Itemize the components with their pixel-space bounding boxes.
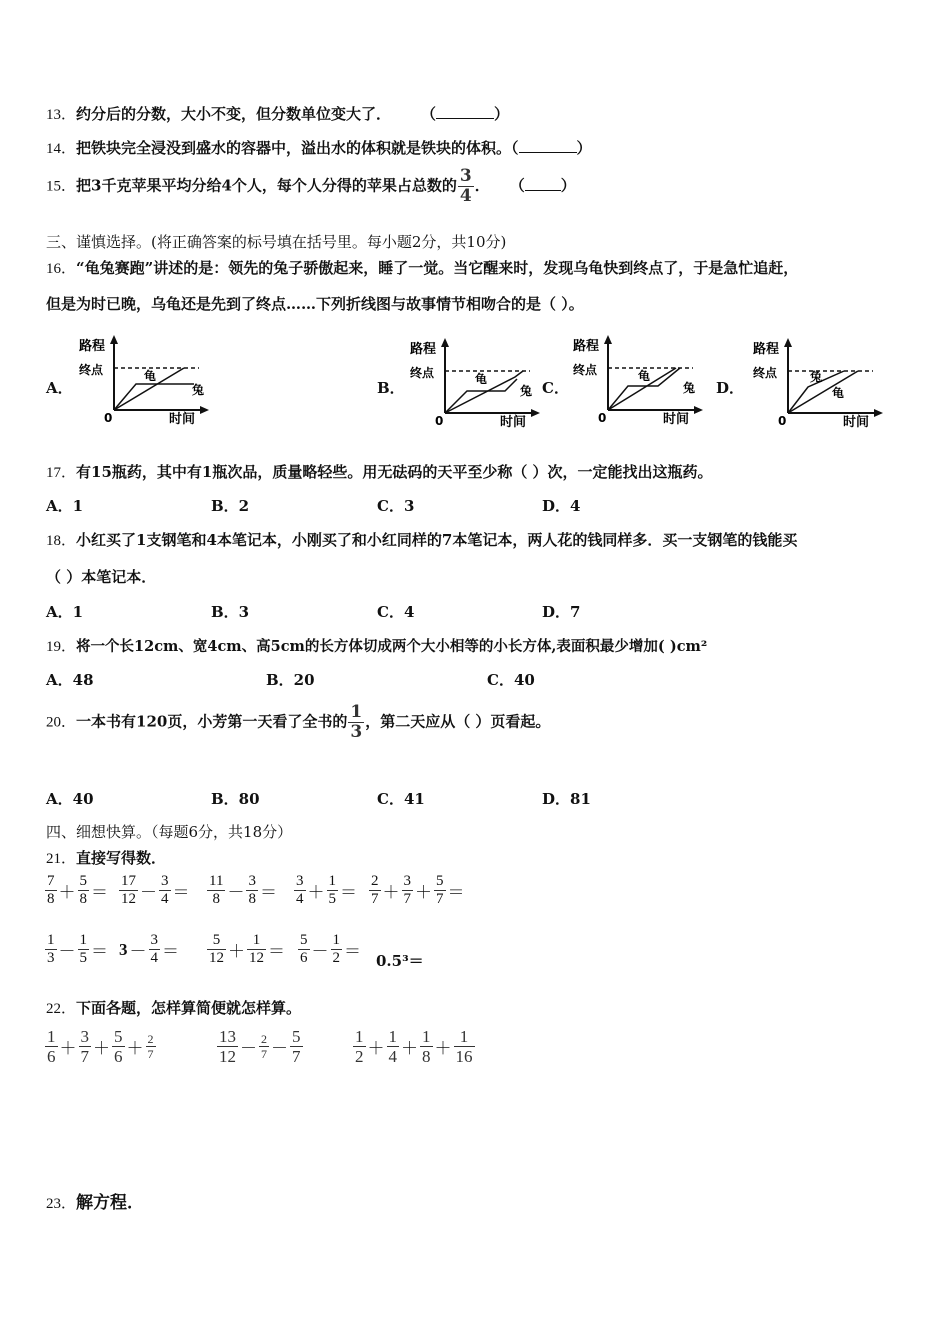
option-c[interactable]: C．3 — [377, 497, 415, 515]
option-d-label[interactable]: D． — [716, 379, 745, 397]
svg-text:终点: 终点 — [573, 363, 598, 377]
option-b-label[interactable]: B． — [377, 379, 405, 397]
svg-text:龟: 龟 — [832, 386, 845, 400]
svg-text:路程: 路程 — [573, 339, 600, 354]
expression-22-3: $\frac{1}{2}$ ＋ $\frac{1}{4}$ ＋ $\frac{1}{8}$ ＋ $\frac{1}{16}$ — [355, 1027, 473, 1066]
question-22: 22．下面各题，怎样算简便就怎样算。 — [46, 999, 302, 1017]
question-number: 13． — [46, 107, 77, 123]
question-number: 22． — [46, 1001, 77, 1017]
question-number: 16． — [46, 261, 77, 277]
svg-text:终点: 终点 — [753, 366, 778, 380]
expression-21-4: $\frac{3}{4}$ ＋ $\frac{1}{5}$ ＝ — [296, 873, 357, 907]
answer-blank[interactable] — [436, 118, 494, 119]
svg-text:兔: 兔 — [683, 381, 696, 395]
option-c[interactable]: C．41 — [377, 790, 425, 808]
rabbit-line — [114, 384, 194, 410]
option-a[interactable]: A．1 — [46, 603, 84, 621]
expression-21-1: $\frac{7}{8}$ ＋ $\frac{5}{8}$ ＝ — [47, 873, 108, 907]
question-23: 23．解方程． — [46, 1193, 145, 1213]
svg-text:0: 0 — [778, 414, 787, 428]
option-c[interactable]: C．40 — [487, 671, 535, 689]
question-text: 把铁块完全浸没到盛水的容器中，溢出水的体积就是铁块的体积。 — [76, 139, 512, 157]
question-number: 18． — [46, 533, 77, 549]
option-d[interactable]: D．7 — [542, 603, 581, 621]
expression-21-6: $\frac{1}{3}$ － $\frac{1}{5}$ ＝ — [47, 932, 108, 966]
question-14: 14．把铁块完全浸没到盛水的容器中，溢出水的体积就是铁块的体积。（ ） — [46, 139, 592, 157]
question-21: 21．直接写得数． — [46, 849, 167, 867]
question-number: 17． — [46, 465, 77, 481]
x-axis-arrow — [200, 406, 209, 414]
option-d[interactable]: D．4 — [542, 497, 581, 515]
svg-text:终点: 终点 — [410, 366, 435, 380]
question-text: 把3千克苹果平均分给4个人，每个人分得的苹果占总数的 — [76, 176, 457, 195]
question-text: 约分后的分数，大小不变，但分数单位变大了． — [76, 105, 392, 123]
turtle-label: 龟 — [144, 369, 157, 383]
question-number: 23． — [46, 1196, 77, 1212]
y-axis-arrow — [110, 335, 118, 344]
graph-d — [748, 333, 893, 432]
option-a[interactable]: A．40 — [46, 790, 94, 808]
expression-21-5: $\frac{2}{7}$ ＋ $\frac{3}{7}$ ＋ $\frac{5}{7}$ ＝ — [371, 873, 465, 907]
expression-21-8: $\frac{5}{12}$ ＋ $\frac{1}{12}$ ＝ — [209, 932, 285, 966]
answer-blank[interactable] — [525, 190, 561, 191]
svg-text:兔: 兔 — [810, 370, 823, 384]
option-c-label[interactable]: C． — [542, 379, 569, 397]
question-13: 13．约分后的分数，大小不变，但分数单位变大了． （ ） — [46, 105, 510, 123]
expression-21-2: $\frac{17}{12}$ － $\frac{3}{4}$ ＝ — [121, 873, 190, 907]
svg-text:路程: 路程 — [753, 342, 780, 357]
question-20: 20．一本书有120页，小芳第一天看了全书的 $\frac{1}{3}$ ，第二天应从（ ）页看起。 — [46, 702, 551, 742]
svg-text:时间: 时间 — [843, 415, 870, 428]
svg-text:龟: 龟 — [638, 369, 651, 383]
x-axis-label: 时间 — [169, 412, 196, 425]
option-d[interactable]: D．81 — [542, 790, 591, 808]
option-b[interactable]: B．3 — [211, 603, 250, 621]
svg-text:时间: 时间 — [663, 412, 690, 425]
option-a-label[interactable]: A． — [46, 379, 73, 397]
y-axis-label: 路程 — [79, 339, 106, 354]
section-4-heading: 四、细想快算。（每题6分，共18分） — [46, 823, 293, 841]
expression-21-3: $\frac{11}{8}$ － $\frac{3}{8}$ ＝ — [209, 873, 277, 907]
question-16-line1: 16．“龟兔赛跑”讲述的是：领先的兔子骄傲起来，睡了一觉。当它醒来时，发现乌龟快到终点了，于是急忙追赶， — [46, 259, 799, 277]
question-number: 21． — [46, 851, 77, 867]
option-b[interactable]: B．20 — [266, 671, 315, 689]
expression-21-9: $\frac{5}{6}$ － $\frac{1}{2}$ ＝ — [300, 932, 361, 966]
question-18-line1: 18．小红买了1支钢笔和4本笔记本，小刚买了和小红同样的7本笔记本，两人花的钱同样多．买一支钢笔的钱能买 — [46, 531, 798, 549]
question-number: 19． — [46, 639, 77, 655]
svg-text:兔: 兔 — [520, 384, 533, 398]
expression-21-10: 0.5³＝ — [376, 952, 424, 970]
expression-22-2: $\frac{13}{12}$ － $\frac{2}{7}$ － $\frac{5}{7}$ — [219, 1027, 301, 1066]
expression-21-7: 3 － $\frac{3}{4}$ ＝ — [119, 932, 179, 966]
svg-text:龟: 龟 — [475, 372, 488, 386]
svg-text:路程: 路程 — [410, 342, 437, 357]
option-c[interactable]: C．4 — [377, 603, 415, 621]
question-16-line2: 但是为时已晚，乌龟还是先到了终点……下列折线图与故事情节相吻合的是（ ）。 — [46, 295, 584, 313]
graph-c — [568, 330, 713, 429]
svg-text:0: 0 — [598, 411, 607, 425]
question-number: 15． — [46, 178, 77, 195]
option-b[interactable]: B．2 — [211, 497, 250, 515]
fraction: $\frac{3}{4}$ — [459, 166, 472, 206]
expression-22-1: $\frac{1}{6}$ ＋ $\frac{3}{7}$ ＋ $\frac{5}{6}$ ＋ $\frac{2}{7}$ — [47, 1027, 154, 1066]
question-15: 15．把3千克苹果平均分给4个人，每个人分得的苹果占总数的 $\frac{3}{4}$ ． （ ） — [46, 166, 576, 206]
rabbit-label: 兔 — [192, 383, 205, 397]
svg-text:0: 0 — [435, 414, 444, 428]
graph-b — [405, 333, 550, 432]
origin-label: 0 — [104, 411, 113, 425]
option-b[interactable]: B．80 — [211, 790, 260, 808]
fraction: $\frac{1}{3}$ — [350, 702, 363, 742]
section-3-heading: 三、谨慎选择。(将正确答案的标号填在括号里。每小题2分，共10分) — [46, 233, 507, 251]
option-a[interactable]: A．1 — [46, 497, 84, 515]
answer-blank[interactable] — [519, 152, 577, 153]
question-number: 20． — [46, 714, 77, 731]
graph-a — [74, 330, 219, 429]
question-19: 19．将一个长12cm、宽4cm、高5cm的长方体切成两个大小相等的小长方体,表面积最少增加( )cm² — [46, 638, 708, 655]
option-a[interactable]: A．48 — [46, 671, 94, 689]
finish-label: 终点 — [79, 363, 104, 377]
question-18-line2: （ ）本笔记本． — [46, 568, 157, 586]
question-number: 14． — [46, 141, 77, 157]
question-17: 17．有15瓶药，其中有1瓶次品，质量略轻些。用无砝码的天平至少称（ ）次，一定能找出这瓶药。 — [46, 463, 713, 481]
svg-text:时间: 时间 — [500, 415, 527, 428]
